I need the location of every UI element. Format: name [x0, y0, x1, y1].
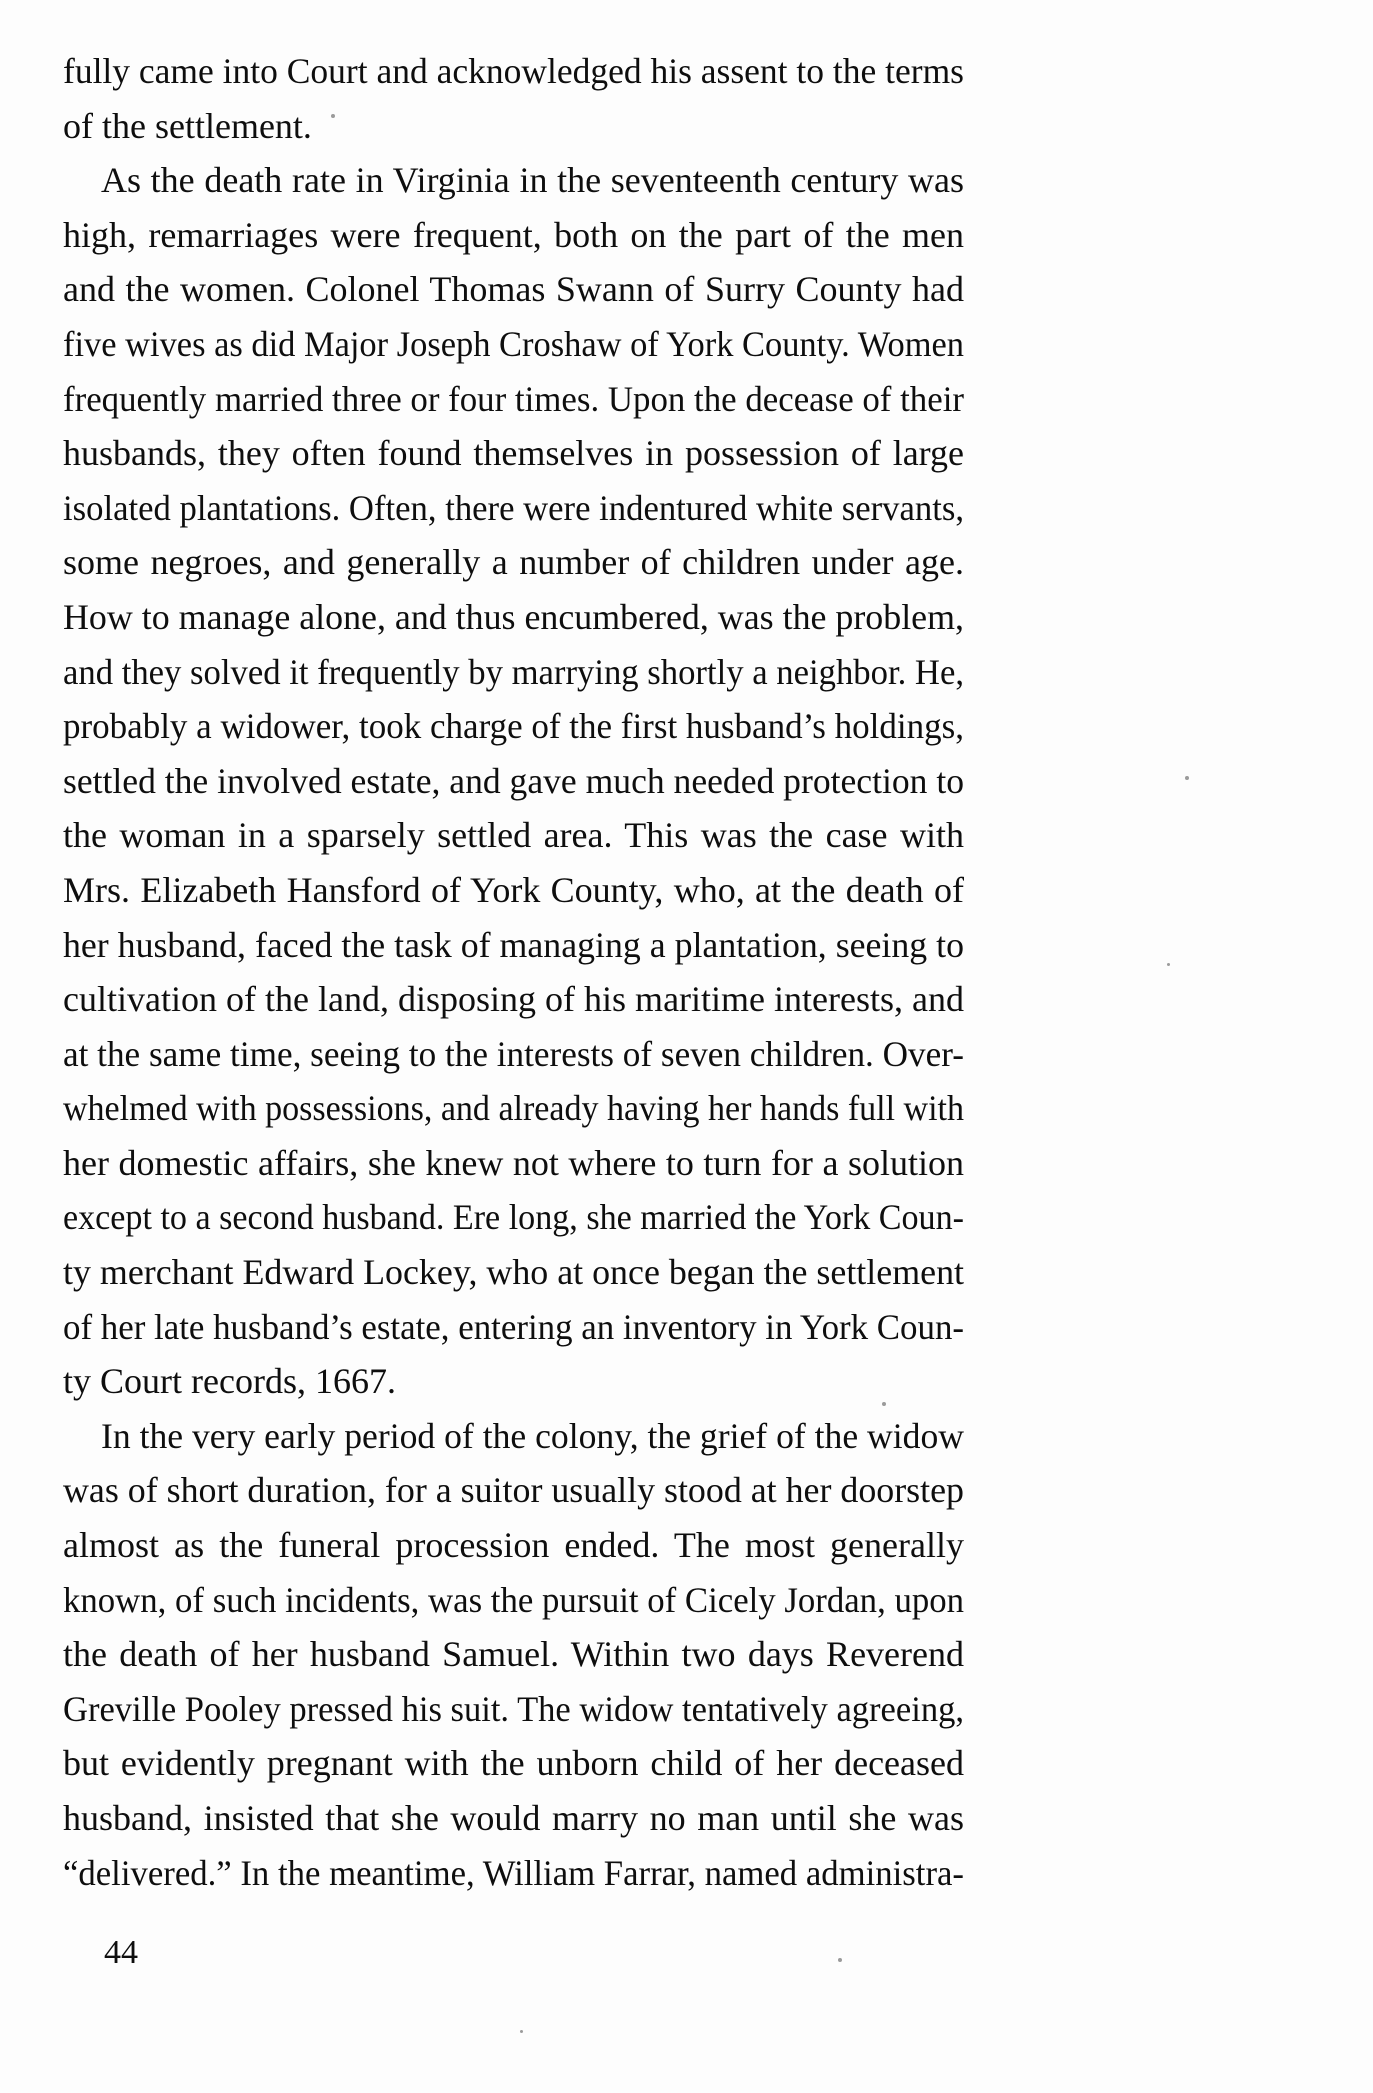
text-line-content: As the death rate in Virginia in the seventeenth century was	[101, 160, 964, 201]
text-line-content: isolated plantations. Often, there were indentured white servants,	[63, 487, 964, 528]
text-line-content: husbands, they often found themselves in possession of large	[63, 433, 964, 474]
text-line-content: her husband, faced the task of managing a plantation, seeing to	[63, 924, 964, 965]
text-line-content: some negroes, and generally a number of children under age.	[63, 542, 964, 583]
text-line-content: Greville Pooley pressed his suit. The widow tentatively agreeing,	[63, 1688, 964, 1729]
text-line	[63, 426, 964, 481]
page-text	[63, 44, 964, 1900]
text-line	[63, 645, 964, 700]
text-line-content: fully came into Court and acknowledged his assent to the terms	[63, 51, 964, 91]
text-line	[63, 153, 964, 208]
text-line-content: high, remarriages were frequent, both on the part of the men	[63, 214, 964, 255]
text-line	[63, 99, 964, 154]
text-line	[63, 317, 964, 372]
text-line	[63, 1409, 964, 1464]
text-line	[63, 863, 964, 918]
text-line	[63, 262, 964, 317]
text-line-content: Mrs. Elizabeth Hansford of York County, who, at the death of	[63, 869, 964, 910]
text-line	[63, 1682, 964, 1737]
text-line-content: frequently married three or four times. Upon the decease of their	[63, 378, 964, 419]
text-line	[63, 1627, 964, 1682]
text-line	[63, 590, 964, 645]
scan-speck	[882, 1402, 886, 1406]
text-line-content: ty Court records, 1667.	[63, 1361, 396, 1402]
text-line-content: almost as the funeral procession ended. The most generally	[63, 1525, 964, 1566]
text-line	[63, 535, 964, 590]
text-line-content: except to a second husband. Ere long, she married the York Coun-	[63, 1197, 964, 1238]
text-line	[63, 808, 964, 863]
text-line	[63, 1354, 964, 1409]
text-line-content: known, of such incidents, was the pursuit of Cicely Jordan, upon	[63, 1579, 964, 1620]
text-line	[63, 1463, 964, 1518]
text-line	[63, 208, 964, 263]
text-line-content: and they solved it frequently by marrying shortly a neighbor. He,	[63, 651, 964, 692]
text-line-content: her domestic affairs, she knew not where to turn for a solution	[63, 1142, 964, 1183]
scan-speck	[1185, 776, 1189, 780]
scan-speck	[331, 114, 335, 118]
page-number: 44	[104, 1934, 138, 1971]
text-line-content: five wives as did Major Joseph Croshaw of York County. Women	[63, 323, 964, 364]
text-line	[63, 1245, 964, 1300]
text-line-content: at the same time, seeing to the interests of seven children. Over-	[63, 1033, 964, 1074]
text-line	[63, 481, 964, 536]
text-line-content: In the very early period of the colony, the grief of the widow	[101, 1415, 964, 1456]
text-line	[63, 44, 964, 99]
text-line	[63, 1190, 964, 1245]
text-line-content: husband, insisted that she would marry no man until she was	[63, 1798, 964, 1838]
text-line	[63, 1081, 964, 1136]
text-line-content: the woman in a sparsely settled area. This was the case with	[63, 815, 964, 856]
text-line	[63, 1027, 964, 1082]
text-line-content: was of short duration, for a suitor usually stood at her doorstep	[63, 1470, 964, 1511]
text-line-content: whelmed with possessions, and already having her hands full with	[63, 1088, 964, 1129]
text-line-content: of the settlement.	[63, 105, 312, 146]
scan-speck	[520, 2030, 523, 2033]
text-line-content: How to manage alone, and thus encumbered, was the problem,	[63, 596, 964, 637]
text-line	[63, 1736, 964, 1791]
paragraph	[63, 153, 964, 1409]
text-line-content: the death of her husband Samuel. Within two days Reverend	[63, 1634, 964, 1675]
scan-speck	[838, 1958, 842, 1962]
text-line-content: and the women. Colonel Thomas Swann of Surry County had	[63, 269, 964, 310]
text-line	[63, 972, 964, 1027]
text-line-content: settled the involved estate, and gave much needed protection to	[63, 760, 964, 801]
text-line	[63, 1573, 964, 1628]
text-line	[63, 372, 964, 427]
text-line-content: ty merchant Edward Lockey, who at once began the settlement	[63, 1252, 964, 1293]
text-line-content: probably a widower, took charge of the first husband’s holdings,	[63, 706, 964, 747]
text-line-content: of her late husband’s estate, entering an inventory in York Coun-	[63, 1306, 964, 1347]
paragraph	[63, 1409, 964, 1900]
text-line-content: but evidently pregnant with the unborn child of her deceased	[63, 1743, 964, 1784]
text-line	[63, 1791, 964, 1846]
scan-speck	[1167, 963, 1170, 966]
text-line	[63, 699, 964, 754]
text-line-content: cultivation of the land, disposing of his maritime interests, and	[63, 979, 964, 1020]
text-line	[63, 918, 964, 973]
paragraph	[63, 44, 964, 153]
text-line-content: “delivered.” In the meantime, William Farrar, named administra-	[63, 1852, 964, 1893]
text-line	[63, 1518, 964, 1573]
text-line	[63, 1846, 964, 1901]
text-line	[63, 1300, 964, 1355]
text-line	[63, 1136, 964, 1191]
text-line	[63, 754, 964, 809]
